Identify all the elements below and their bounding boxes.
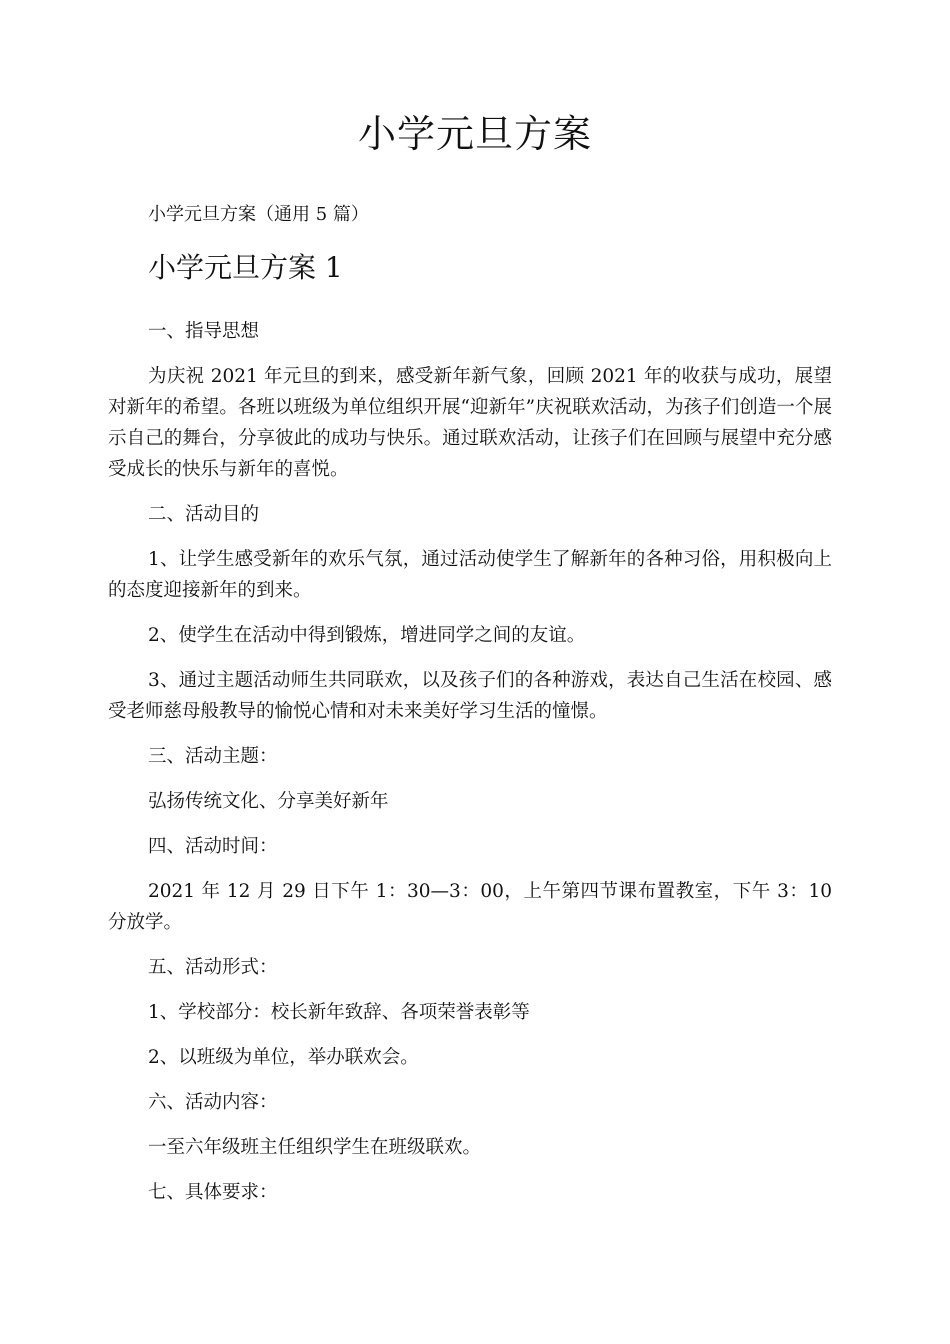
activity-content-text: 一至六年级班主任组织学生在班级联欢。 (148, 1137, 482, 1158)
heading-specific-requirements: 七、具体要求： (148, 1182, 278, 1203)
heading-activity-content: 六、活动内容： (148, 1092, 278, 1113)
activity-time-text: 2021 年 12 月 29 日下午 1：30—3：00，上午第四节课布置教室，下午 3：10 分放学。 (108, 881, 832, 933)
form-item-2: 2、以班级为单位，举办联欢会。 (148, 1047, 419, 1068)
heading-activity-time: 四、活动时间： (148, 836, 278, 857)
heading-activity-purpose: 二、活动目的 (148, 504, 260, 525)
purpose-item-1: 1、让学生感受新年的欢乐气氛，通过活动使学生了解新年的各种习俗，用积极向上的态度迎接新年的到来。 (108, 549, 832, 601)
heading-activity-form: 五、活动形式： (148, 957, 278, 978)
document-subtitle: 小学元旦方案（通用 5 篇） (148, 204, 369, 225)
activity-theme-text: 弘扬传统文化、分享美好新年 (148, 791, 389, 812)
paragraph-guiding-ideology: 为庆祝 2021 年元旦的到来，感受新年新气象，回顾 2021 年的收获与成功，展望对新年的希望。各班以班级为单位组织开展“迎新年”庆祝联欢活动，为孩子们创造一个展示自己的舞台，分享彼此的成功与快乐。通过联欢活动，让孩子们在回顾与展望中充分感受成长的快乐与新年的喜悦。 (108, 366, 832, 480)
heading-guiding-ideology: 一、指导思想 (148, 321, 260, 342)
heading-activity-theme: 三、活动主题： (148, 746, 278, 767)
purpose-item-3: 3、通过主题活动师生共同联欢，以及孩子们的各种游戏，表达自己生活在校园、感受老师慈母般教导的愉悦心情和对未来美好学习生活的憧憬。 (108, 670, 832, 722)
purpose-item-2: 2、使学生在活动中得到锻炼，增进同学之间的友谊。 (148, 625, 586, 646)
document-body (108, 316, 832, 1222)
form-item-1: 1、学校部分：校长新年致辞、各项荣誉表彰等 (148, 1002, 530, 1023)
section-heading: 小学元旦方案 1 (148, 251, 343, 284)
document-title: 小学元旦方案 (357, 112, 592, 156)
